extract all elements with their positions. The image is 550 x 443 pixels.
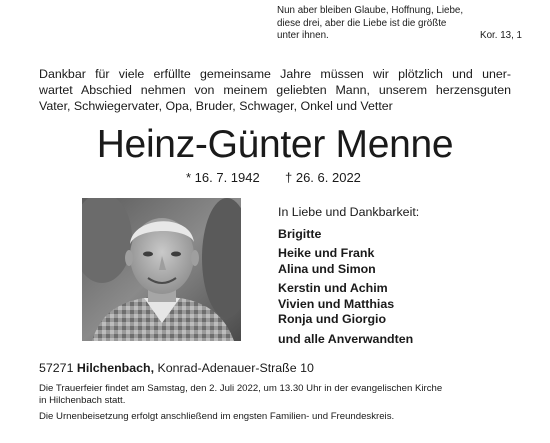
bible-verse xyxy=(277,5,522,43)
mourner-group xyxy=(278,281,538,328)
mourner-group xyxy=(278,332,538,348)
mourners-list xyxy=(278,205,538,351)
funeral-info-line: in Hilchenbach statt. xyxy=(39,394,126,406)
mourner-group xyxy=(278,227,538,243)
mourner-name: und alle Anverwandten xyxy=(278,331,414,346)
intro-line: Vater, Schwiegervater, Opa, Bruder, Schwager, Onkel und Vetter xyxy=(39,99,393,113)
verse-line: Nun aber bleiben Glaube, Hoffnung, Liebe, xyxy=(277,5,464,16)
funeral-info xyxy=(39,383,529,407)
intro-text xyxy=(39,66,511,114)
funeral-info-line: Die Trauerfeier findet am Samstag, den 2. Juli 2022, um 13.30 Uhr in der evangelischen Kirche xyxy=(39,383,443,394)
mourner-name: Brigitte xyxy=(278,226,322,241)
mourner-name: Vivien und Matthias xyxy=(278,296,395,311)
address-street: Konrad-Adenauer-Straße 10 xyxy=(157,361,314,375)
birth-date: * 16. 7. 1942 xyxy=(186,170,260,185)
mourners-lead: In Liebe und Dankbarkeit: xyxy=(278,205,420,219)
intro-line: Dankbar für viele erfüllte gemeinsame Jahre müssen wir plötzlich und uner- xyxy=(39,67,511,81)
deceased-name: Heinz-Günter Menne xyxy=(96,123,454,166)
mourner-name: Heike und Frank xyxy=(278,246,375,260)
address-postcode: 57271 xyxy=(39,361,74,375)
mourner-name: Kerstin und Achim xyxy=(278,281,388,295)
verse-line xyxy=(277,30,522,43)
verse-last-line: unter ihnen. xyxy=(277,30,329,41)
mourner-name: Alina und Simon xyxy=(278,261,376,276)
verse-line: diese drei, aber die Liebe ist die größte xyxy=(277,17,447,29)
family-address xyxy=(39,360,314,376)
funeral-details xyxy=(39,383,529,426)
verse-reference: Kor. 13, 1 xyxy=(480,30,522,41)
address-town: Hilchenbach, xyxy=(76,361,155,375)
urn-burial-info: Die Urnenbeisetzung erfolgt anschließend im engsten Familien- und Freundeskreis. xyxy=(39,410,395,422)
mourner-group xyxy=(278,246,538,277)
intro-line: wartet Abschied nehmen von meinem geliebten Mann, unserem herzensguten xyxy=(39,83,511,97)
mourner-name: Ronja und Giorgio xyxy=(278,312,387,326)
death-date: † 26. 6. 2022 xyxy=(285,170,361,185)
portrait-photo xyxy=(82,198,241,341)
